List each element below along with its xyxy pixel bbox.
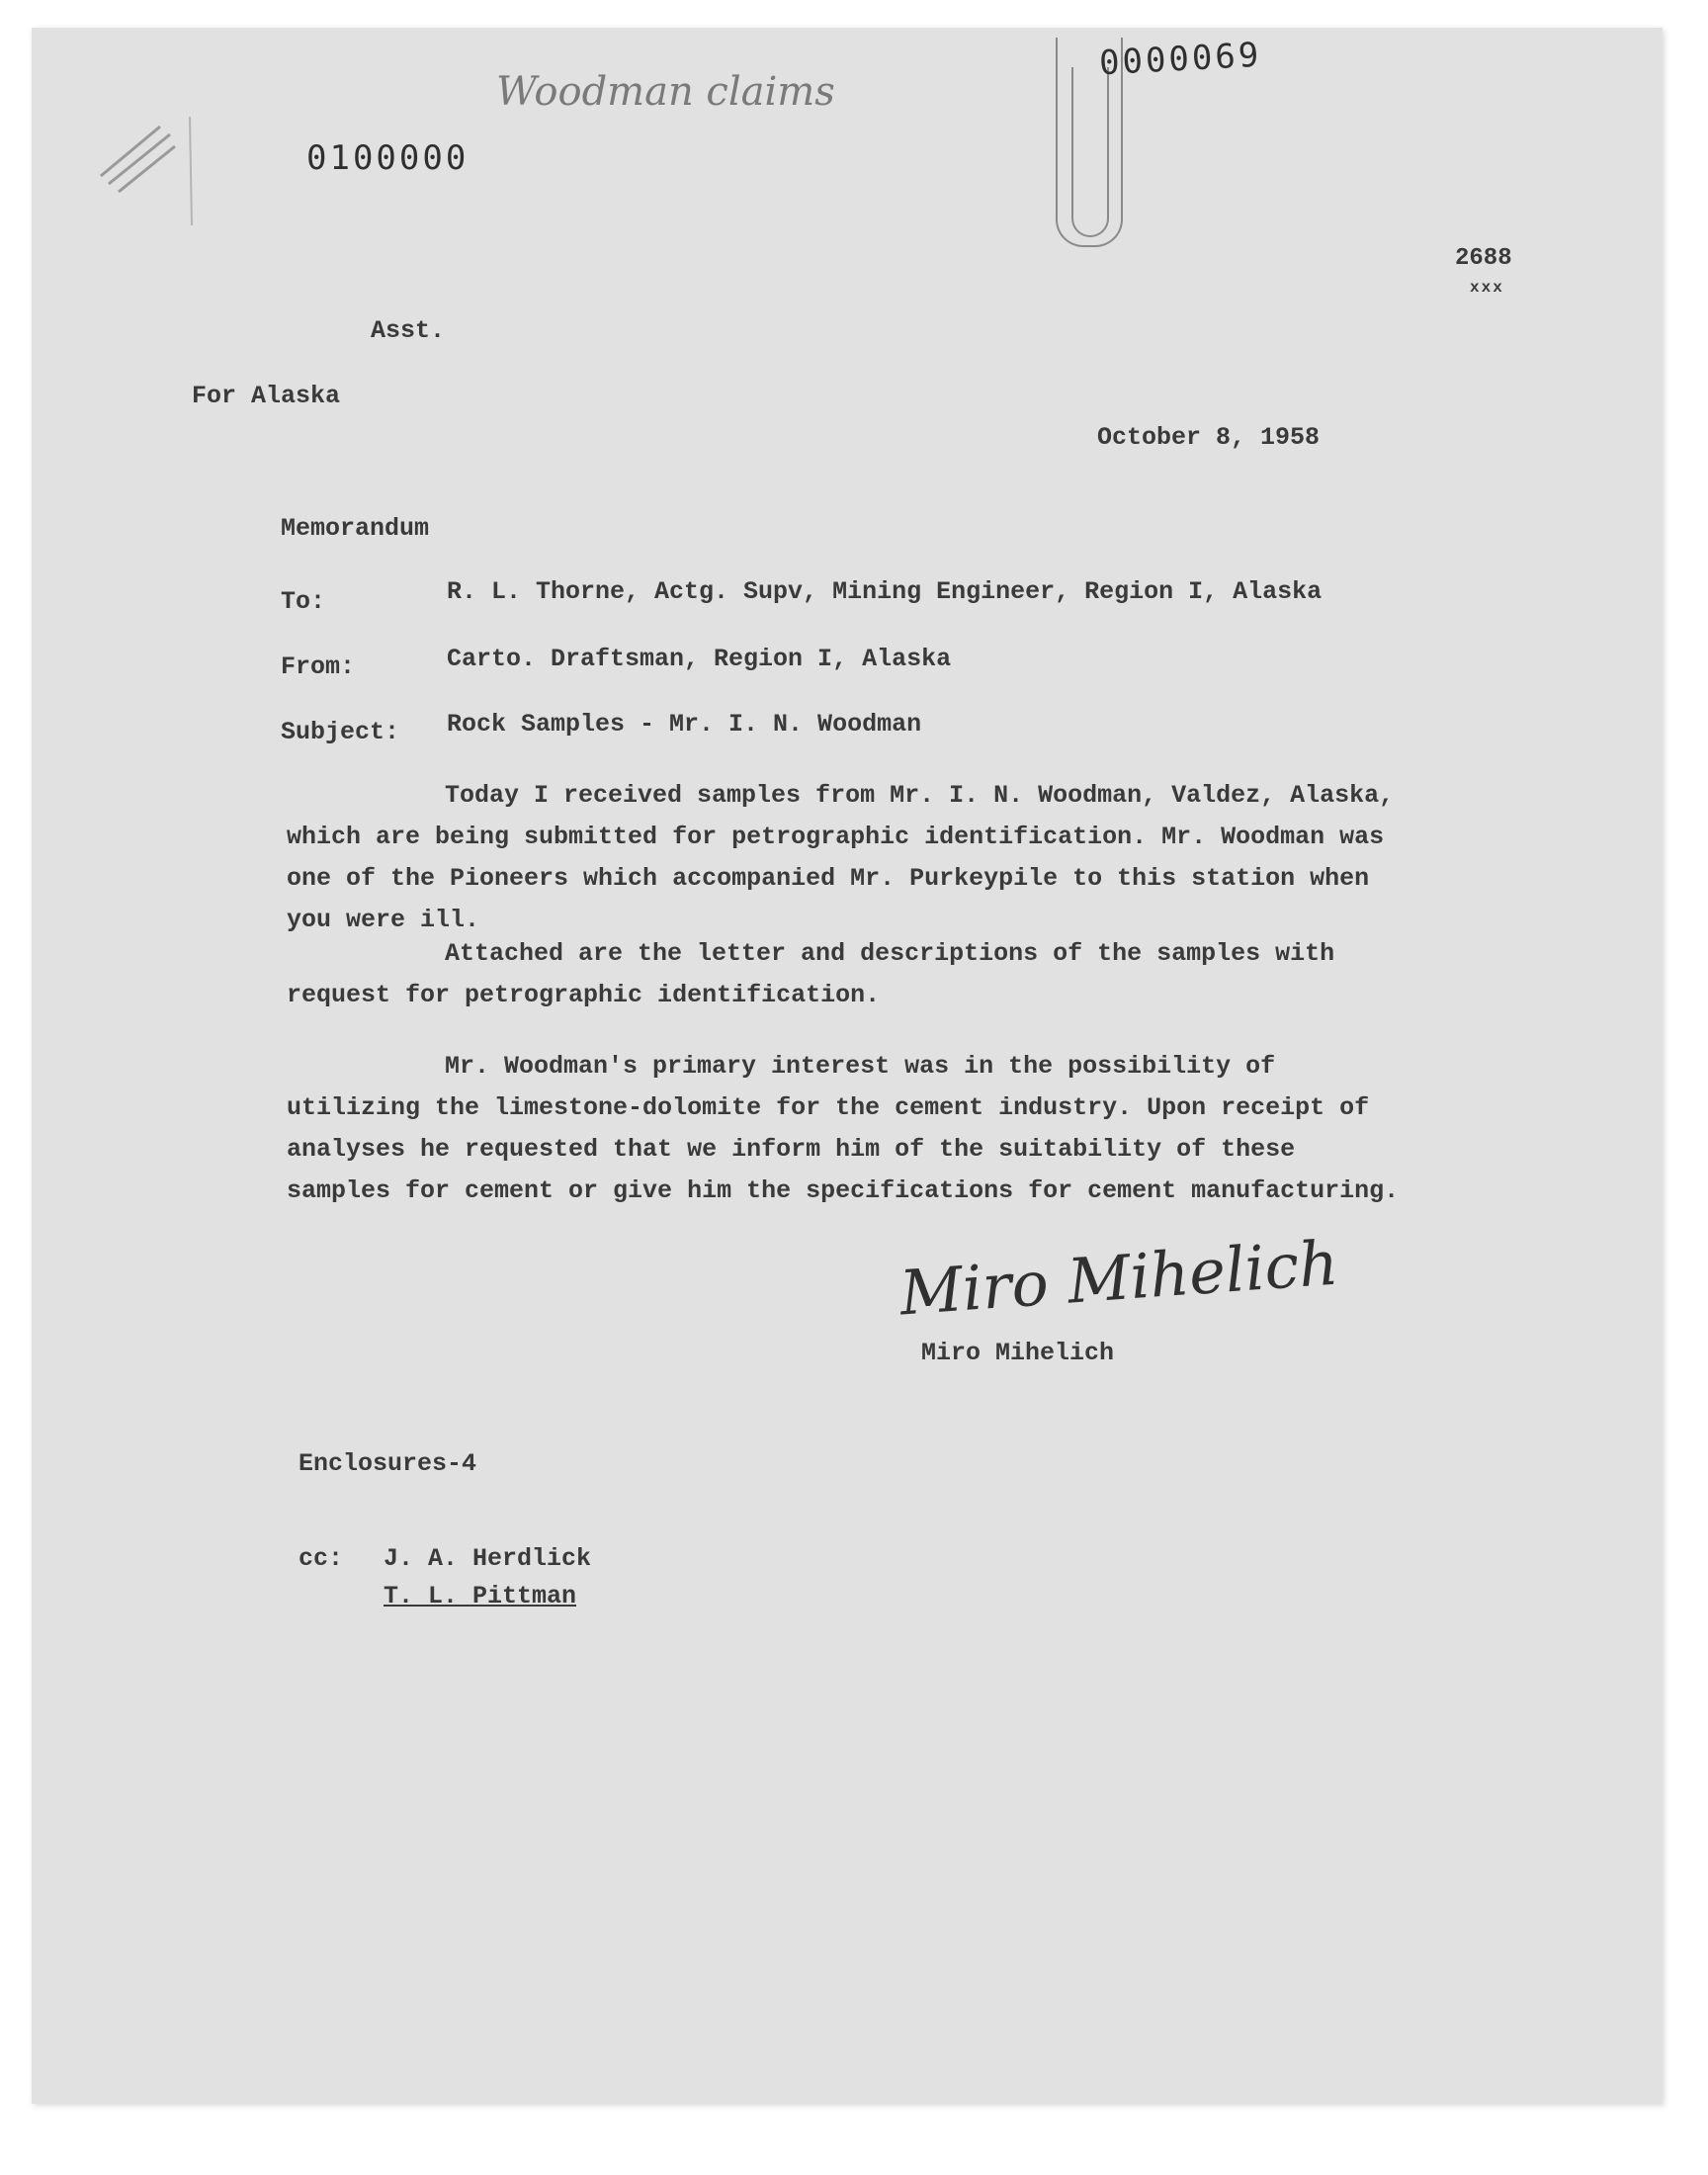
handwritten-signature: Miro Mihelich	[897, 1226, 1341, 1330]
handwritten-title: Woodman claims	[496, 69, 835, 115]
document-xxx: xxx	[1470, 279, 1504, 297]
cc-recipient-2: T. L. Pittman	[384, 1582, 577, 1610]
cc-recipient-1: J. A. Herdlick	[384, 1544, 592, 1573]
paper-clip-inner	[1071, 67, 1109, 237]
to-label: To:	[281, 587, 326, 616]
enclosures-label: Enclosures-4	[299, 1449, 477, 1478]
body-paragraph-2	[287, 933, 1404, 1016]
body-paragraph-1-text: Today I received samples from Mr. I. N. Woodman, Valdez, Alaska, which are being submitted for petrographic identification. Mr. Woodman was one of the Pioneers which accompanied Mr. Purkeypile to this station when you were ill.	[287, 781, 1395, 934]
to-value: R. L. Thorne, Actg. Supv, Mining Engineer, Region I, Alaska	[447, 577, 1323, 606]
subject-value: Rock Samples - Mr. I. N. Woodman	[447, 710, 922, 739]
stamp-number-right: 0000069	[1098, 35, 1263, 84]
body-paragraph-3	[287, 1046, 1404, 1212]
body-paragraph-1	[287, 775, 1404, 941]
from-label: From:	[281, 652, 356, 681]
for-alaska-label: For Alaska	[192, 382, 341, 410]
document-number: 2688	[1455, 245, 1512, 272]
subject-label: Subject:	[281, 718, 400, 746]
typed-signature-name: Miro Mihelich	[921, 1339, 1115, 1367]
memo-page	[32, 28, 1663, 2104]
stamp-number-left: 0100000	[306, 138, 470, 178]
asst-label: Asst.	[371, 316, 446, 345]
cc-label: cc:	[299, 1544, 344, 1573]
memo-type: Memorandum	[281, 514, 430, 543]
from-value: Carto. Draftsman, Region I, Alaska	[447, 645, 952, 673]
body-paragraph-3-text: Mr. Woodman's primary interest was in the possibility of utilizing the limestone-dolomite for the cement industry. Upon receipt of analyses he requested that we inform him of the suitability of these samples for cement or give him the specifications for cement manufacturing.	[287, 1052, 1400, 1205]
memo-date: October 8, 1958	[1097, 423, 1321, 452]
pencil-mark-icon	[81, 97, 229, 235]
body-paragraph-2-text: Attached are the letter and descriptions of the samples with request for petrographic identification.	[287, 939, 1335, 1009]
